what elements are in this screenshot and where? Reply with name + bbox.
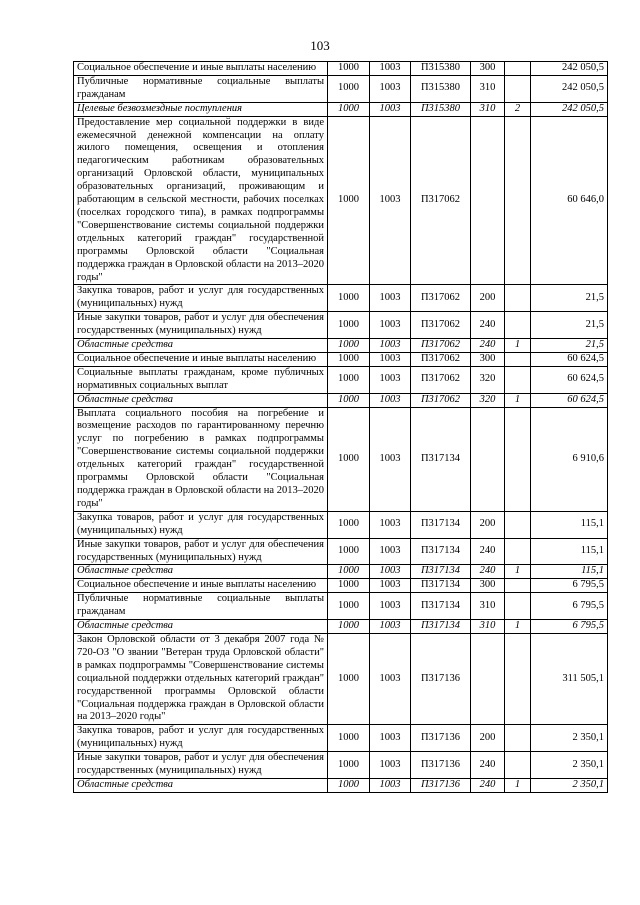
row-description: Областные средства [74,620,328,634]
row-description: Иные закупки товаров, работ и услуг для обеспечения государственных (муниципальных) нужд [74,752,328,779]
row-description: Социальное обеспечение и иные выплаты населению [74,352,328,366]
expense-type-code: 320 [471,393,505,407]
funding-source-code [505,312,531,339]
table-row [74,538,608,565]
table-row [74,565,608,579]
target-article-code: П317134 [411,593,471,620]
target-article-code: П317062 [411,285,471,312]
subsection-code: 1003 [370,593,411,620]
table-body [74,62,608,793]
subsection-code: 1003 [370,725,411,752]
subsection-code: 1003 [370,778,411,792]
funding-source-code [505,725,531,752]
table-row [74,620,608,634]
subsection-code: 1003 [370,102,411,116]
row-description: Социальные выплаты гражданам, кроме публичных нормативных социальных выплат [74,366,328,393]
subsection-code: 1003 [370,285,411,312]
table-row [74,339,608,353]
funding-source-code [505,752,531,779]
subsection-code: 1003 [370,366,411,393]
expense-type-code: 310 [471,620,505,634]
expense-type-code: 240 [471,778,505,792]
row-description: Социальное обеспечение и иные выплаты населению [74,62,328,76]
amount-value: 115,1 [531,565,608,579]
target-article-code: П317136 [411,633,471,724]
funding-source-code [505,593,531,620]
target-article-code: П317136 [411,752,471,779]
section-code: 1000 [328,565,370,579]
amount-value: 60 624,5 [531,393,608,407]
subsection-code: 1003 [370,352,411,366]
row-description: Социальное обеспечение и иные выплаты населению [74,579,328,593]
expense-type-code: 310 [471,593,505,620]
table-row [74,352,608,366]
row-description: Иные закупки товаров, работ и услуг для обеспечения государственных (муниципальных) нужд [74,538,328,565]
section-code: 1000 [328,407,370,511]
subsection-code: 1003 [370,407,411,511]
target-article-code: П317062 [411,339,471,353]
funding-source-code [505,407,531,511]
funding-source-code [505,538,531,565]
table-row [74,366,608,393]
row-description: Выплата социального пособия на погребение и возмещение расходов по гарантированному перечню услуг по погребению в рамках подпрограммы "Совершенствование системы социальной поддержки отдельных категорий граждан" государственной программы Орловской области "Социальная поддержка граждан в Орловской области на 2013–2020 годы" [74,407,328,511]
section-code: 1000 [328,620,370,634]
amount-value: 60 624,5 [531,366,608,393]
target-article-code: П317134 [411,511,471,538]
amount-value: 6 795,5 [531,620,608,634]
subsection-code: 1003 [370,633,411,724]
funding-source-code [505,116,531,285]
section-code: 1000 [328,393,370,407]
funding-source-code: 2 [505,102,531,116]
row-description: Закупка товаров, работ и услуг для государственных (муниципальных) нужд [74,285,328,312]
table-row [74,593,608,620]
table-row [74,511,608,538]
section-code: 1000 [328,538,370,565]
funding-source-code: 1 [505,778,531,792]
table-row [74,75,608,102]
section-code: 1000 [328,75,370,102]
target-article-code: П317062 [411,116,471,285]
table-row [74,752,608,779]
expense-type-code: 310 [471,75,505,102]
amount-value: 2 350,1 [531,778,608,792]
amount-value: 311 505,1 [531,633,608,724]
amount-value: 60 624,5 [531,352,608,366]
amount-value: 115,1 [531,511,608,538]
table-row [74,62,608,76]
row-description: Закупка товаров, работ и услуг для государственных (муниципальных) нужд [74,511,328,538]
row-description: Областные средства [74,339,328,353]
row-description: Публичные нормативные социальные выплаты гражданам [74,75,328,102]
subsection-code: 1003 [370,538,411,565]
table-row [74,285,608,312]
expense-type-code: 240 [471,752,505,779]
target-article-code: П317134 [411,538,471,565]
subsection-code: 1003 [370,75,411,102]
target-article-code: П315380 [411,102,471,116]
row-description: Целевые безвозмездные поступления [74,102,328,116]
subsection-code: 1003 [370,620,411,634]
amount-value: 242 050,5 [531,102,608,116]
budget-table [73,61,608,793]
subsection-code: 1003 [370,116,411,285]
row-description: Областные средства [74,565,328,579]
table-row [74,407,608,511]
table-row [74,312,608,339]
section-code: 1000 [328,62,370,76]
funding-source-code [505,352,531,366]
amount-value: 21,5 [531,339,608,353]
subsection-code: 1003 [370,565,411,579]
expense-type-code [471,633,505,724]
section-code: 1000 [328,312,370,339]
funding-source-code [505,511,531,538]
amount-value: 21,5 [531,312,608,339]
funding-source-code [505,285,531,312]
amount-value: 6 795,5 [531,593,608,620]
expense-type-code: 300 [471,352,505,366]
amount-value: 115,1 [531,538,608,565]
target-article-code: П317062 [411,366,471,393]
target-article-code: П317062 [411,352,471,366]
target-article-code: П317136 [411,778,471,792]
expense-type-code: 240 [471,312,505,339]
funding-source-code: 1 [505,620,531,634]
funding-source-code: 1 [505,393,531,407]
section-code: 1000 [328,366,370,393]
expense-type-code: 200 [471,285,505,312]
row-description: Предоставление мер социальной поддержки в виде ежемесячной денежной компенсации на оплату жилого помещения, освещения и отопления педагогическим работникам образовательных организаций Орловской области, муниципальных образовательных организаций, проживающим и работающим в сельской местности, рабочих поселках (поселках городского типа), в рамках подпрограммы "Совершенствование системы социальной поддержки отдельных категорий граждан" государственной программы Орловской области "Социальная поддержка граждан в Орловской области на 2013–2020 годы" [74,116,328,285]
section-code: 1000 [328,752,370,779]
table-row [74,725,608,752]
funding-source-code [505,579,531,593]
subsection-code: 1003 [370,339,411,353]
amount-value: 21,5 [531,285,608,312]
funding-source-code: 1 [505,339,531,353]
funding-source-code [505,62,531,76]
table-row [74,579,608,593]
section-code: 1000 [328,633,370,724]
amount-value: 6 910,6 [531,407,608,511]
section-code: 1000 [328,579,370,593]
section-code: 1000 [328,725,370,752]
target-article-code: П317134 [411,620,471,634]
table-row [74,393,608,407]
expense-type-code: 200 [471,725,505,752]
section-code: 1000 [328,778,370,792]
row-description: Областные средства [74,778,328,792]
funding-source-code: 1 [505,565,531,579]
row-description: Областные средства [74,393,328,407]
amount-value: 242 050,5 [531,62,608,76]
subsection-code: 1003 [370,511,411,538]
target-article-code: П317062 [411,312,471,339]
funding-source-code [505,633,531,724]
expense-type-code: 240 [471,339,505,353]
row-description: Закон Орловской области от 3 декабря 2007 года № 720-ОЗ "О звании "Ветеран труда Орловской области" в рамках подпрограммы "Совершенствование системы социальной поддержки отдельных категорий граждан" государственной программы Орловской области "Социальная поддержка граждан в Орловской области на 2013–2020 годы" [74,633,328,724]
subsection-code: 1003 [370,752,411,779]
amount-value: 2 350,1 [531,752,608,779]
subsection-code: 1003 [370,579,411,593]
expense-type-code: 320 [471,366,505,393]
target-article-code: П317062 [411,393,471,407]
expense-type-code: 300 [471,62,505,76]
target-article-code: П317134 [411,579,471,593]
subsection-code: 1003 [370,393,411,407]
subsection-code: 1003 [370,312,411,339]
row-description: Публичные нормативные социальные выплаты гражданам [74,593,328,620]
expense-type-code: 310 [471,102,505,116]
target-article-code: П315380 [411,75,471,102]
table-row [74,633,608,724]
section-code: 1000 [328,102,370,116]
expense-type-code: 240 [471,565,505,579]
expense-type-code: 240 [471,538,505,565]
amount-value: 2 350,1 [531,725,608,752]
row-description: Закупка товаров, работ и услуг для государственных (муниципальных) нужд [74,725,328,752]
expense-type-code [471,407,505,511]
section-code: 1000 [328,339,370,353]
page-number: 103 [310,38,330,53]
expense-type-code: 200 [471,511,505,538]
section-code: 1000 [328,285,370,312]
target-article-code: П317134 [411,407,471,511]
table-row [74,102,608,116]
funding-source-code [505,366,531,393]
amount-value: 6 795,5 [531,579,608,593]
amount-value: 60 646,0 [531,116,608,285]
expense-type-code: 300 [471,579,505,593]
table-row [74,116,608,285]
section-code: 1000 [328,593,370,620]
expense-type-code [471,116,505,285]
section-code: 1000 [328,116,370,285]
amount-value: 242 050,5 [531,75,608,102]
table-row [74,778,608,792]
target-article-code: П317136 [411,725,471,752]
section-code: 1000 [328,352,370,366]
funding-source-code [505,75,531,102]
section-code: 1000 [328,511,370,538]
row-description: Иные закупки товаров, работ и услуг для обеспечения государственных (муниципальных) нужд [74,312,328,339]
subsection-code: 1003 [370,62,411,76]
target-article-code: П317134 [411,565,471,579]
target-article-code: П315380 [411,62,471,76]
